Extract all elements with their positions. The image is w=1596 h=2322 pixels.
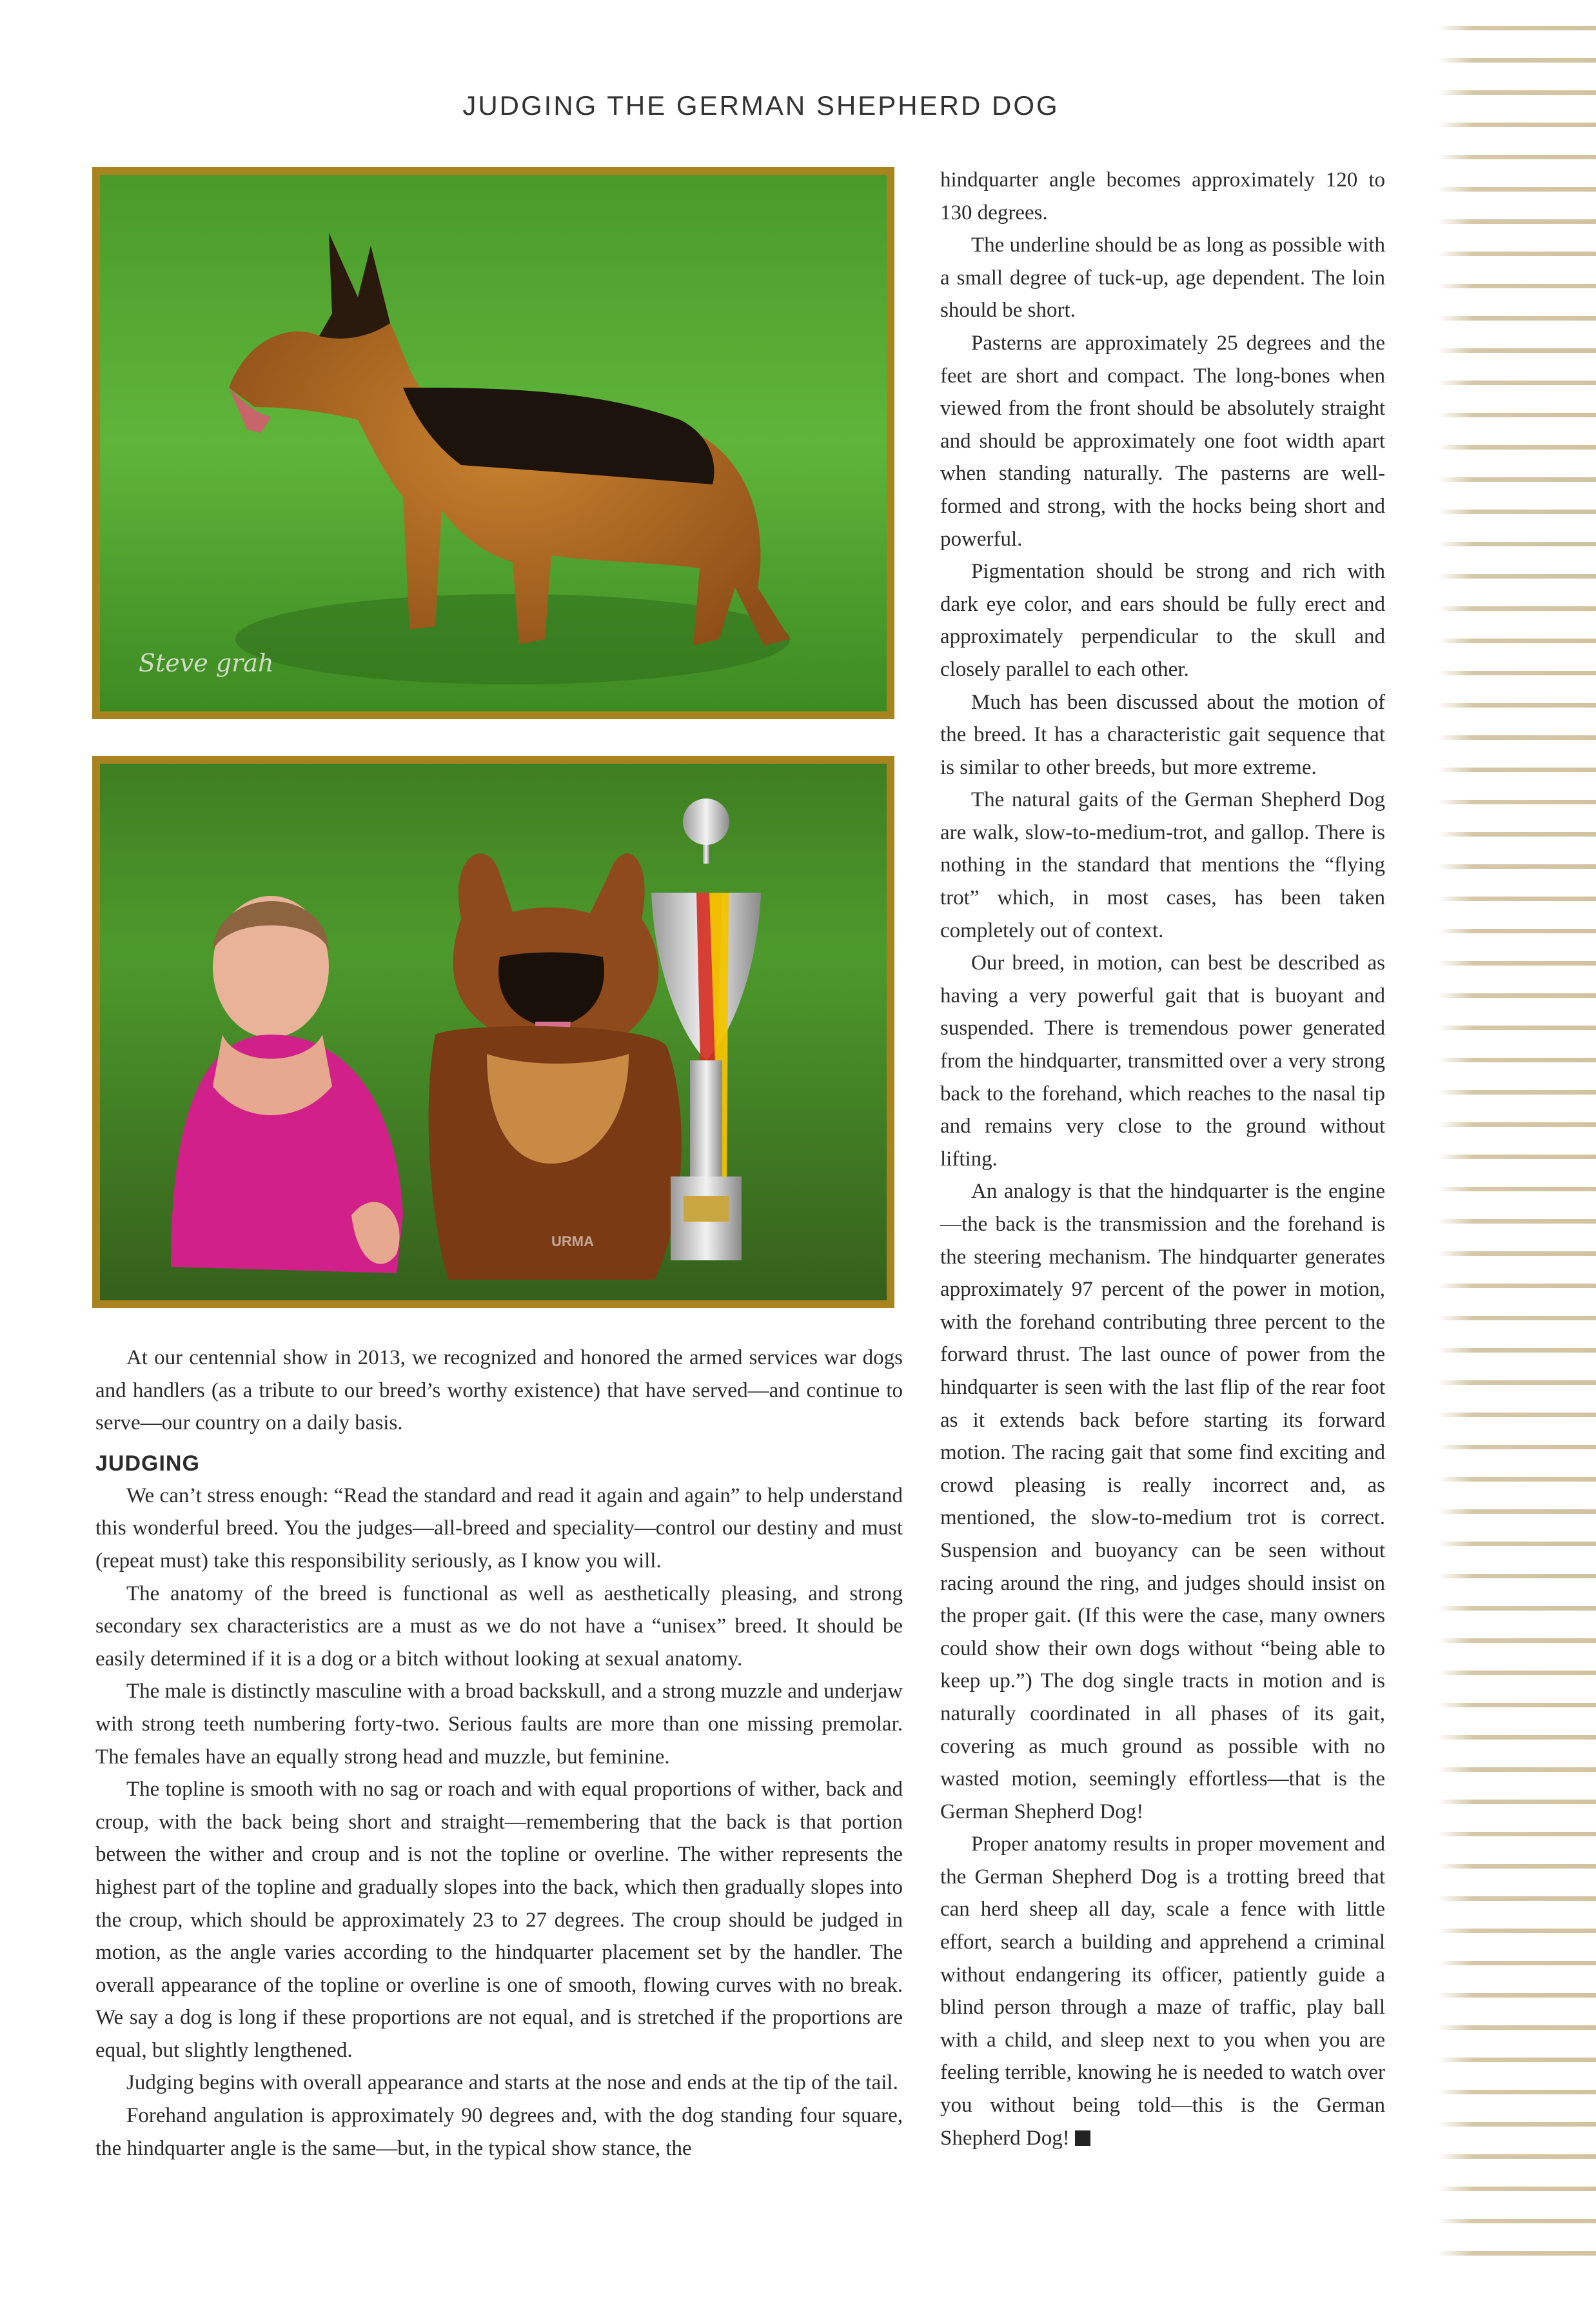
edge-line (1438, 1477, 1596, 1482)
continued-paragraph: hindquarter angle becomes approximately 120 to 130 degrees. (940, 168, 1385, 224)
edge-line (1438, 2154, 1596, 2159)
edge-line (1438, 1671, 1596, 1675)
body-paragraph: Judging begins with overall appearance and starts at the nose and ends at the tip of the tail. (126, 2071, 898, 2095)
body-paragraph: The anatomy of the breed is functional as well as aesthetically pleasing, and strong secondary sex characteristics are a must as we do not have a “unisex” breed. It should be easily determined if it is a dog or a bitch without looking at sexual anatomy. (95, 1582, 903, 1671)
body-paragraph: Forehand angulation is approximately 90 degrees and, with the dog standing four square, the hindquarter angle is the same—but, in the typical show stance, the (95, 2104, 903, 2160)
edge-line (1438, 1509, 1596, 1514)
edge-line (1438, 929, 1596, 933)
edge-line (1438, 155, 1596, 159)
edge-line (1438, 26, 1596, 30)
body-paragraph: Much has been discussed about the motion of the breed. It has a characteristic gait sequence that is similar to other breeds, but more extreme. (940, 690, 1385, 779)
edge-line (1438, 639, 1596, 643)
edge-line (1438, 1284, 1596, 1288)
edge-line (1438, 187, 1596, 192)
edge-line (1438, 1542, 1596, 1546)
body-paragraph: The underline should be as long as possible with a small degree of tuck-up, age dependent. The loin should be short. (940, 233, 1385, 322)
decorative-edge-lines (1438, 26, 1596, 2283)
edge-line (1438, 993, 1596, 998)
photo-standing-dog (92, 167, 894, 719)
edge-line (1438, 1122, 1596, 1127)
body-paragraph: Pigmentation should be strong and rich with dark eye color, and ears should be fully erect and approximately perpendicular to the skull and closely parallel to each other. (940, 560, 1385, 681)
woman-dog-trophy-image (100, 764, 887, 1300)
edge-line (1438, 832, 1596, 837)
edge-line (1438, 284, 1596, 288)
edge-line (1438, 1348, 1596, 1353)
body-paragraph: An analogy is that the hindquarter is the engine—the back is the transmission and the forehand is the steering mechanism. The hindquarter generates approximately 97 percent of the power in motion, with the forehand contributing three percent to the forward thrust. The last ounce of power from the hindquarter is seen with the last flip of the rear foot as it extends back before starting its forward motion. The racing gait that some find exciting and crowd pleasing is really incorrect and, as mentioned, the slow-to-medium trot is correct. Suspension and buoyancy can be seen without racing around the ring, and judges should insist on the proper gait. (If this were the case, many owners could show their own dogs without “being able to keep up.”) The dog single tracts in motion and is naturally coordinated in all phases of its gait, covering as much ground as possible with no wasted motion, seemingly effortless—that is the German Shepherd Dog! (940, 1180, 1385, 1823)
edge-line (1438, 1993, 1596, 1998)
edge-line (1438, 1606, 1596, 1611)
edge-line (1438, 1832, 1596, 1836)
edge-line (1438, 2090, 1596, 2094)
edge-line (1438, 477, 1596, 482)
edge-line (1438, 445, 1596, 450)
edge-line (1438, 897, 1596, 901)
photographer-signature: Steve grah (139, 649, 274, 677)
edge-line (1438, 1316, 1596, 1320)
edge-line (1438, 1445, 1596, 1449)
final-paragraph (940, 1828, 1385, 2154)
edge-line (1438, 123, 1596, 127)
edge-line (1438, 1219, 1596, 1224)
edge-line (1438, 1896, 1596, 1901)
edge-line (1438, 1090, 1596, 1095)
edge-line (1438, 252, 1596, 256)
final-paragraph-text: Proper anatomy results in proper movement and the German Shepherd Dog is a trotting breed that can herd sheep all day, scale a fence with little effort, search a building and apprehend a criminal without endangering its officer, patiently guide a blind person through a maze of traffic, play ball with a child, and sleep next to you when you are feeling terrible, knowing he is needed to watch over you without being told—this is the German Shepherd Dog! (940, 1832, 1385, 2150)
body-paragraph: The topline is smooth with no sag or roach and with equal proportions of wither, back and croup, with the back being short and straight—remembering that the back is that portion between the wither and croup and is not the topline or overline. The wither represents the highest part of the topline and gradually slopes into the back, which then gradually slopes into the croup, which should be approximately 23 to 27 degrees. The croup should be judged in motion, as the angle varies according to the hindquarter placement set by the handler. The overall appearance of the topline or overline is one of smooth, flowing curves with no break. We say a dog is long if these proportions are not equal, and is stretched if the proportions are equal, but slightly lengthened. (95, 1778, 903, 2062)
edge-line (1438, 1026, 1596, 1030)
edge-line (1438, 1058, 1596, 1062)
body-paragraph: The natural gaits of the German Shepherd Dog are walk, slow-to-medium-trot, and gallop. There is nothing in the standard that mentions the “flying trot” which, in most cases, has been taken completely out of context. (940, 788, 1385, 942)
edge-line (1438, 2187, 1596, 2191)
edge-line (1438, 1574, 1596, 1578)
edge-line (1438, 768, 1596, 772)
edge-line (1438, 671, 1596, 675)
edge-line (1438, 1251, 1596, 1256)
body-paragraph: The male is distinctly masculine with a broad backskull, and a strong muzzle and underjaw with strong teeth numbering forty-two. Serious faults are more than one missing premolar. The females have an equally strong head and muzzle, but feminine. (95, 1680, 903, 1769)
body-paragraph: Our breed, in motion, can best be described as having a very powerful gait that is buoyant and suspended. There is tremendous power generated from the hindquarter, transmitted over a very strong back to the forehand, which reaches to the nasal tip and remains very close to the ground without lifting. (940, 951, 1385, 1171)
edge-line (1438, 1187, 1596, 1191)
edge-line (1438, 348, 1596, 353)
edge-line (1438, 381, 1596, 385)
edge-line (1438, 510, 1596, 514)
edge-line (1438, 1380, 1596, 1385)
edge-line (1438, 703, 1596, 708)
photo-watermark: URMA (551, 1233, 594, 1249)
edge-line (1438, 1735, 1596, 1740)
edge-line (1438, 58, 1596, 63)
edge-line (1438, 606, 1596, 611)
end-mark-icon (1075, 2130, 1090, 2146)
standing-dog-image (100, 175, 887, 711)
edge-line (1438, 2219, 1596, 2223)
right-column (940, 164, 1385, 2154)
edge-line (1438, 1800, 1596, 1804)
edge-line (1438, 219, 1596, 224)
edge-line (1438, 1864, 1596, 1869)
edge-line (1438, 2025, 1596, 2030)
edge-line (1438, 1638, 1596, 1643)
edge-line (1438, 316, 1596, 321)
body-paragraph: Pasterns are approximately 25 degrees and the feet are short and compact. The long-bones when viewed from the front should be absolutely straight and should be approximately one foot width apart when standing naturally. The pasterns are well-formed and strong, with the hocks being short and powerful. (940, 331, 1385, 551)
edge-line (1438, 2058, 1596, 2062)
edge-line (1438, 864, 1596, 869)
intro-paragraph: At our centennial show in 2013, we recognized and honored the armed services war dogs and handlers (as a tribute to our breed’s worthy existence) that have served—and continue to serve—our country on a daily basis. (95, 1346, 903, 1435)
edge-line (1438, 1767, 1596, 1772)
edge-line (1438, 961, 1596, 966)
left-column (95, 1342, 903, 2165)
body-paragraph: We can’t stress enough: “Read the standard and read it again and again” to help understand this wonderful breed. You the judges—all-breed and speciality—control our destiny and must (repeat must) take this responsibility seriously, as I know you will. (95, 1484, 903, 1573)
edge-line (1438, 1929, 1596, 1933)
edge-line (1438, 800, 1596, 804)
photo-woman-dog-trophy (92, 756, 894, 1308)
edge-line (1438, 574, 1596, 579)
page-header: JUDGING THE GERMAN SHEPHERD DOG (462, 90, 1059, 121)
edge-line (1438, 2122, 1596, 2127)
edge-line (1438, 1961, 1596, 1965)
edge-line (1438, 2251, 1596, 2256)
edge-line (1438, 1413, 1596, 1417)
edge-line (1438, 735, 1596, 740)
section-heading-judging: JUDGING (95, 1451, 200, 1476)
edge-line (1438, 413, 1596, 417)
edge-line (1438, 1703, 1596, 1707)
edge-line (1438, 1155, 1596, 1159)
edge-line (1438, 542, 1596, 546)
